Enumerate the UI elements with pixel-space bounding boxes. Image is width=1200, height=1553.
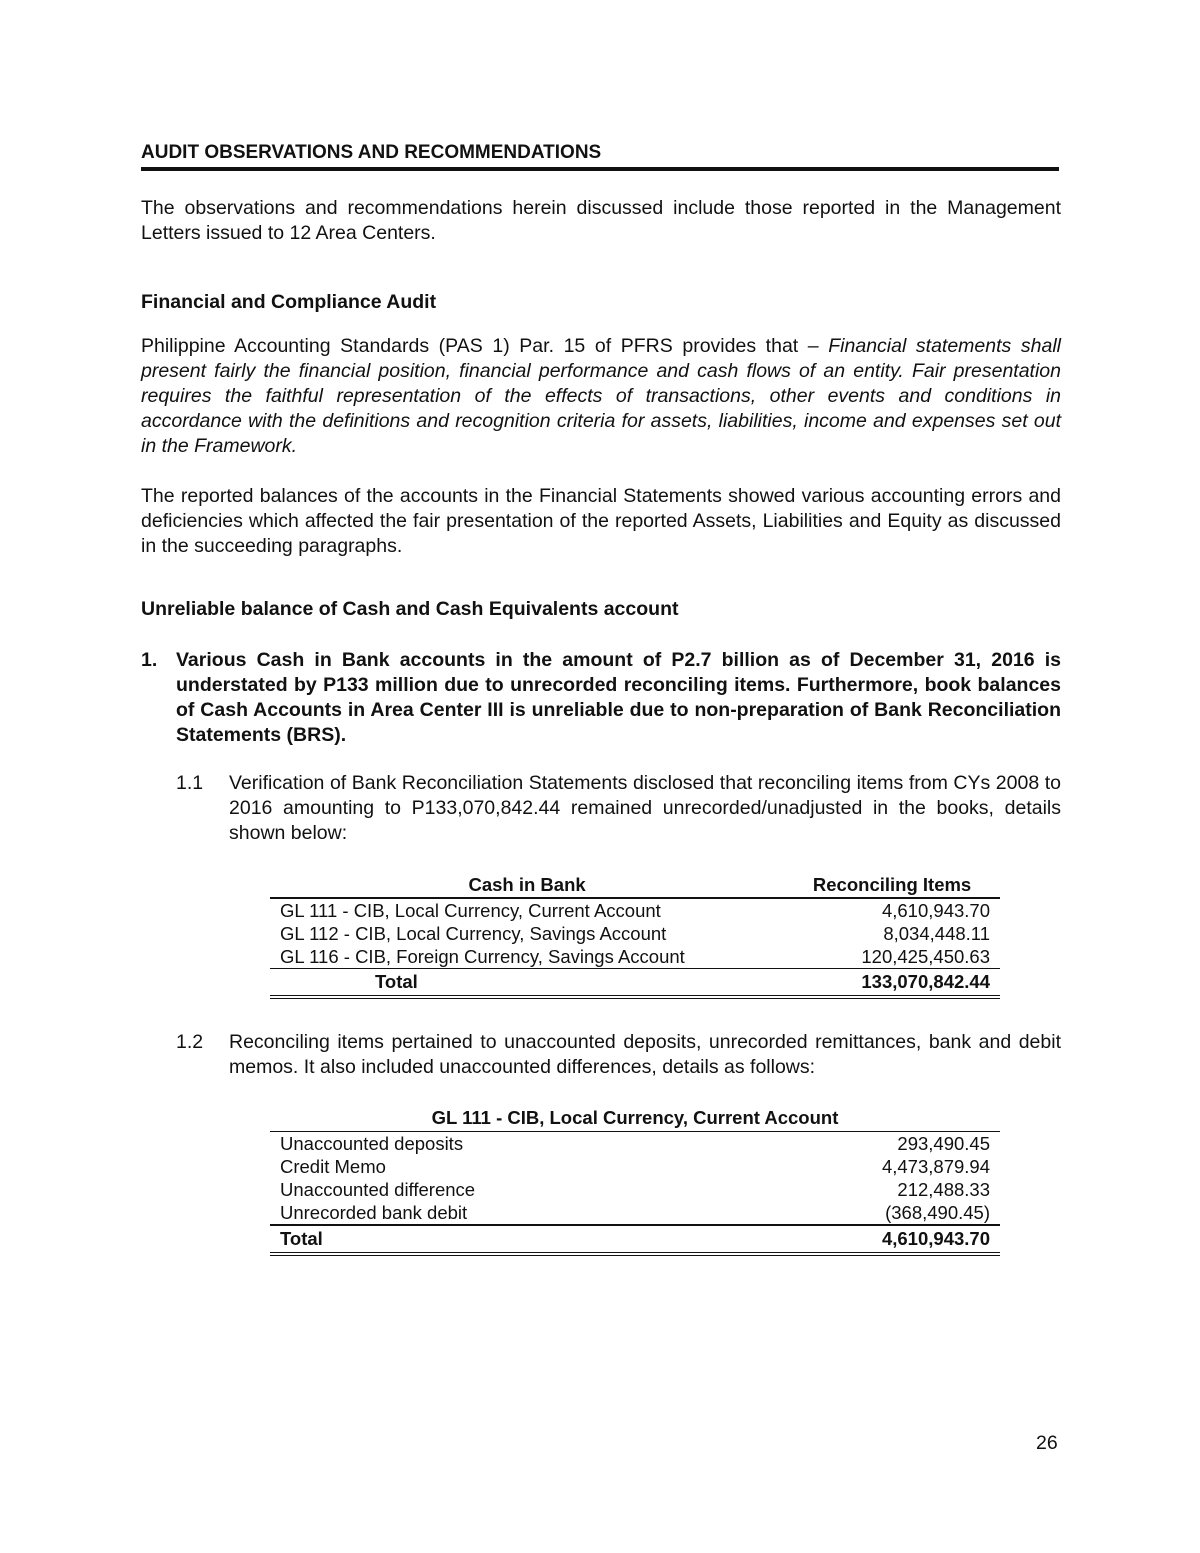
column-header-reconciling-items: Reconciling Items bbox=[784, 873, 1000, 898]
row-label: Unaccounted difference bbox=[280, 1178, 476, 1200]
row-label: Credit Memo bbox=[280, 1155, 386, 1177]
reported-balances-paragraph: The reported balances of the accounts in the Financial Statements showed various accounting errors and deficiencies which affected the fair presentation of the reported Assets, Liabilities and Equity as discussed in the succeeding paragraphs. bbox=[141, 485, 1061, 557]
subfinding-number: 1.1 bbox=[176, 772, 204, 794]
table-row bbox=[270, 898, 1000, 922]
table-row bbox=[270, 1201, 1000, 1225]
pas-paragraph bbox=[141, 334, 1061, 459]
pas-lead-text: Philippine Accounting Standards (PAS 1) Par. 15 of PFRS provides that – bbox=[141, 335, 829, 357]
table-caption: GL 111 - CIB, Local Currency, Current Account bbox=[270, 1105, 1000, 1132]
table-row bbox=[270, 1155, 1000, 1178]
finding-number: 1. bbox=[141, 649, 158, 671]
section-heading-financial-compliance: Financial and Compliance Audit bbox=[141, 291, 437, 313]
pas-quote-text: Financial statements shall present fairly the financial position, financial performance and cash flows of an entity. Fair presentation requires the faithful representation of the effects of transactions, other events and conditions in accordance with the definitions and recognition criteria for assets, liabilities, income and expenses set out in the Framework. bbox=[141, 335, 1061, 457]
row-label: GL 112 - CIB, Local Currency, Savings Account bbox=[280, 922, 667, 944]
column-header-cash-in-bank: Cash in Bank bbox=[270, 873, 784, 898]
row-amount: 4,610,943.70 bbox=[881, 899, 990, 921]
row-label: GL 111 - CIB, Local Currency, Current Account bbox=[280, 899, 661, 921]
table-header-row bbox=[270, 873, 1000, 898]
subfinding-text: Verification of Bank Reconciliation Statements disclosed that reconciling items from CYs 2008 to 2016 amounting to P133,070,842.44 remained unrecorded/unadjusted in the books, details shown below: bbox=[229, 772, 1061, 844]
total-amount: 133,070,842.44 bbox=[784, 969, 1000, 998]
finding-text: Various Cash in Bank accounts in the amount of P2.7 billion as of December 31, 2016 is understated by P133 million due to unrecorded reconciling items. Furthermore, book balances of Cash Accounts in Area Center III is unreliable due to non-preparation of Bank Reconciliation Statements (BRS). bbox=[176, 649, 1061, 746]
cash-in-bank-table bbox=[270, 873, 1000, 999]
table-row bbox=[270, 922, 1000, 945]
section-heading-cash: Unreliable balance of Cash and Cash Equivalents account bbox=[141, 598, 679, 620]
intro-paragraph: The observations and recommendations herein discussed include those reported in the Management Letters issued to 12 Area Centers. bbox=[141, 197, 1061, 244]
row-amount: 120,425,450.63 bbox=[861, 945, 990, 967]
row-label: GL 116 - CIB, Foreign Currency, Savings Account bbox=[280, 945, 685, 967]
total-amount: 4,610,943.70 bbox=[728, 1225, 1000, 1254]
gl111-details-table bbox=[270, 1105, 1000, 1256]
row-label: Unrecorded bank debit bbox=[280, 1201, 468, 1223]
row-amount: (368,490.45) bbox=[885, 1201, 990, 1223]
subfinding-number: 1.2 bbox=[176, 1031, 204, 1053]
row-label: Unaccounted deposits bbox=[280, 1132, 464, 1154]
total-label: Total bbox=[270, 1225, 728, 1254]
total-label: Total bbox=[270, 969, 784, 998]
page-number: 26 bbox=[1036, 1432, 1058, 1454]
table-row bbox=[270, 1132, 1000, 1156]
table-total-row bbox=[270, 1225, 1000, 1254]
page-title: AUDIT OBSERVATIONS AND RECOMMENDATIONS bbox=[141, 142, 1059, 171]
row-amount: 212,488.33 bbox=[897, 1178, 990, 1200]
table-row bbox=[270, 945, 1000, 969]
row-amount: 8,034,448.11 bbox=[883, 922, 990, 944]
table-header-row bbox=[270, 1105, 1000, 1132]
table-row bbox=[270, 1178, 1000, 1201]
subfinding-text: Reconciling items pertained to unaccounted deposits, unrecorded remittances, bank and debit memos. It also included unaccounted differences, details as follows: bbox=[229, 1031, 1061, 1078]
row-amount: 293,490.45 bbox=[897, 1132, 990, 1154]
row-amount: 4,473,879.94 bbox=[881, 1155, 990, 1177]
table-total-row bbox=[270, 969, 1000, 998]
